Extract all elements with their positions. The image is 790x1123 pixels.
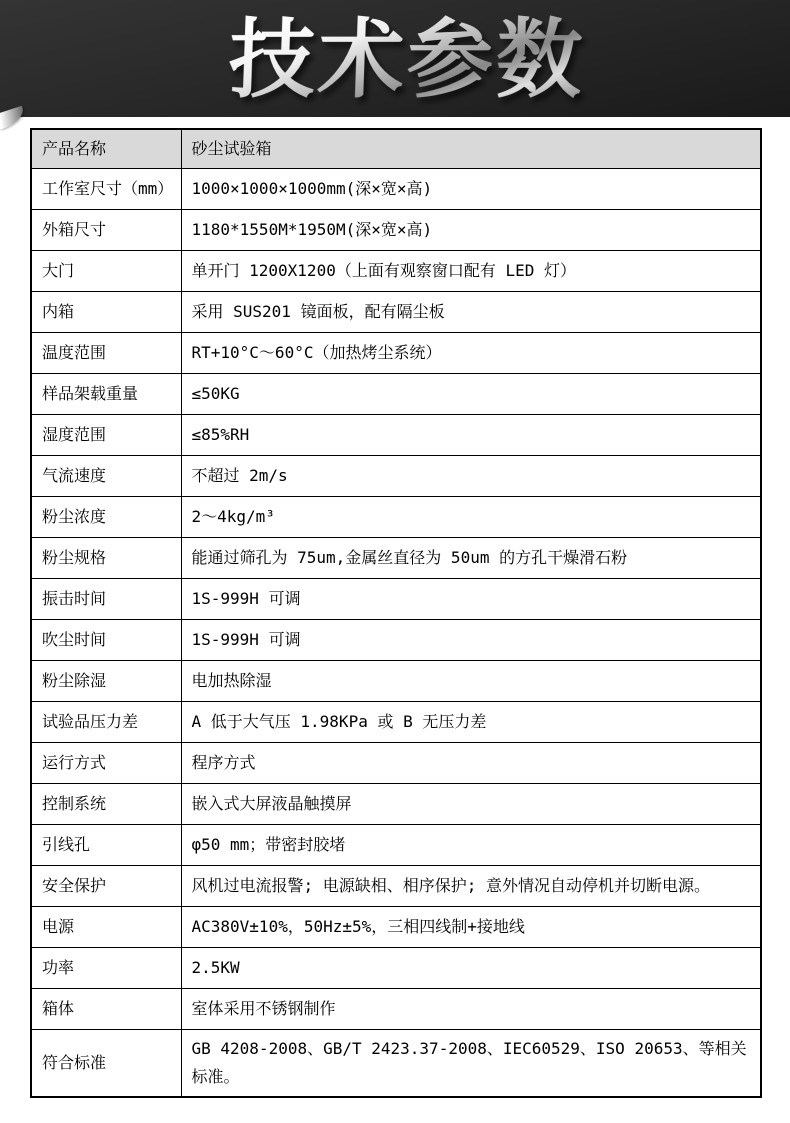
spec-value-cell: 2.5KW [181,948,761,989]
table-row [31,210,761,251]
spec-value-cell: ≤85%RH [181,415,761,456]
spec-label-cell: 粉尘规格 [31,538,181,579]
title-banner [0,0,790,117]
table-row [31,989,761,1030]
spec-label-cell: 工作室尺寸（mm） [31,169,181,210]
spec-value-cell: AC380V±10%，50Hz±5%，三相四线制+接地线 [181,907,761,948]
table-row [31,743,761,784]
spec-label-cell: 产品名称 [31,129,181,169]
spec-label-cell: 大门 [31,251,181,292]
table-row [31,415,761,456]
spec-value-cell: φ50 mm；带密封胶堵 [181,825,761,866]
spec-label-cell: 湿度范围 [31,415,181,456]
table-row [31,456,761,497]
spec-value-cell: 室体采用不锈钢制作 [181,989,761,1030]
spec-label-cell: 样品架载重量 [31,374,181,415]
spec-value-cell: 嵌入式大屏液晶触摸屏 [181,784,761,825]
spec-label-cell: 气流速度 [31,456,181,497]
spec-value-cell: RT+10°C～60°C（加热烤尘系统） [181,333,761,374]
spec-label-cell: 振击时间 [31,579,181,620]
table-row [31,620,761,661]
table-row [31,784,761,825]
spec-label-cell: 温度范围 [31,333,181,374]
spec-value-cell: A 低于大气压 1.98KPa 或 B 无压力差 [181,702,761,743]
table-row [31,948,761,989]
spec-value-cell: 1S-999H 可调 [181,620,761,661]
spec-label-cell: 安全保护 [31,866,181,907]
table-row [31,333,761,374]
spec-label-cell: 外箱尺寸 [31,210,181,251]
spec-table-container [30,128,762,1098]
table-row [31,169,761,210]
table-row [31,579,761,620]
table-row [31,866,761,907]
spec-label-cell: 控制系统 [31,784,181,825]
spec-label-cell: 箱体 [31,989,181,1030]
spec-value-cell: 1000×1000×1000mm(深×宽×高) [181,169,761,210]
spec-value-cell: 1180*1550M*1950M(深×宽×高) [181,210,761,251]
spec-value-cell: 采用 SUS201 镜面板，配有隔尘板 [181,292,761,333]
table-row [31,825,761,866]
spec-label-cell: 粉尘除湿 [31,661,181,702]
spec-value-cell: 砂尘试验箱 [181,129,761,169]
spec-value-cell: 单开门 1200X1200（上面有观察窗口配有 LED 灯） [181,251,761,292]
table-row [31,497,761,538]
spec-value-cell: 2～4kg/m³ [181,497,761,538]
spec-value-cell: 风机过电流报警; 电源缺相、相序保护; 意外情况自动停机并切断电源。 [181,866,761,907]
spec-table-body [31,129,761,1097]
table-row [31,1030,761,1098]
spec-label-cell: 符合标准 [31,1030,181,1098]
page-title: 技术参数 [227,11,587,108]
spec-value-cell: 程序方式 [181,743,761,784]
spec-table [30,128,762,1098]
page-curl-decoration-icon [0,106,27,130]
spec-label-cell: 电源 [31,907,181,948]
spec-label-cell: 试验品压力差 [31,702,181,743]
table-row [31,702,761,743]
spec-label-cell: 吹尘时间 [31,620,181,661]
spec-label-cell: 粉尘浓度 [31,497,181,538]
table-row [31,292,761,333]
spec-value-cell: 不超过 2m/s [181,456,761,497]
table-row [31,374,761,415]
spec-label-cell: 运行方式 [31,743,181,784]
table-header-row [31,129,761,169]
spec-value-cell: 电加热除湿 [181,661,761,702]
spec-value-cell: GB 4208-2008、GB/T 2423.37-2008、IEC60529、ISO 20653、等相关标准。 [181,1030,761,1098]
spec-label-cell: 功率 [31,948,181,989]
spec-value-cell: ≤50KG [181,374,761,415]
spec-label-cell: 内箱 [31,292,181,333]
spec-value-cell: 1S-999H 可调 [181,579,761,620]
table-row [31,907,761,948]
table-row [31,251,761,292]
spec-value-cell: 能通过筛孔为 75um,金属丝直径为 50um 的方孔干燥滑石粉 [181,538,761,579]
spec-label-cell: 引线孔 [31,825,181,866]
table-row [31,661,761,702]
table-row [31,538,761,579]
